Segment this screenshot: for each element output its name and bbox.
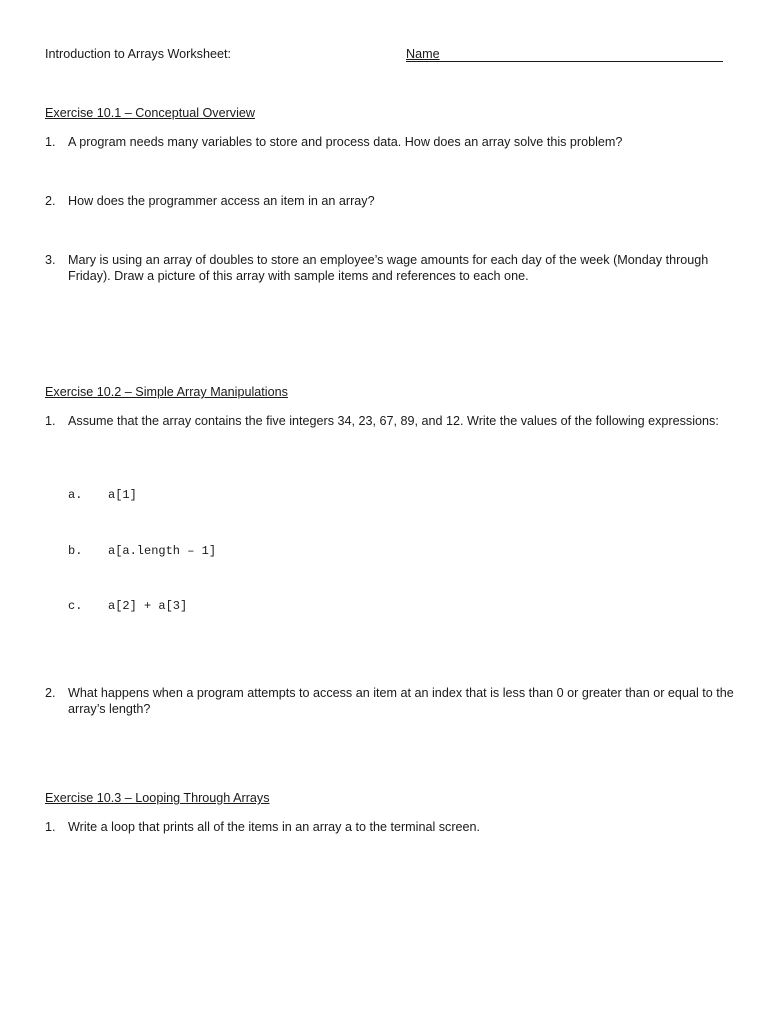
subitem-letter: c. xyxy=(68,599,83,613)
question-number: 3. xyxy=(45,253,56,267)
ex1-question-2 xyxy=(45,193,735,209)
exercise-10-1-heading: Exercise 10.1 – Conceptual Overview xyxy=(45,106,255,120)
question-number: 2. xyxy=(45,686,56,700)
ex1-question-1 xyxy=(45,134,735,150)
question-text: Assume that the array contains the five integers 34, 23, 67, 89, and 12. Write the values of the following expressions: xyxy=(68,414,719,428)
question-text: Mary is using an array of doubles to store an employee’s wage amounts for each day of the week (Monday through Friday). Draw a picture of this array with sample items and references to each one. xyxy=(68,253,709,283)
question-text: A program needs many variables to store and process data. How does an array solve this problem? xyxy=(68,135,623,149)
subitem-expression: a[2] + a[3] xyxy=(108,599,188,613)
subitem-expression: a[a.length – 1] xyxy=(108,544,217,558)
subitem-letter: b. xyxy=(68,544,83,558)
name-label: Name xyxy=(406,47,440,61)
subitem-expression: a[1] xyxy=(108,488,137,502)
worksheet-title: Introduction to Arrays Worksheet: xyxy=(45,47,231,61)
name-blank-line xyxy=(406,61,723,62)
question-number: 1. xyxy=(45,820,56,834)
subitem-letter: a. xyxy=(68,488,83,502)
question-number: 2. xyxy=(45,194,56,208)
question-number: 1. xyxy=(45,414,56,428)
ex3-question-1 xyxy=(45,819,735,835)
question-text: Write a loop that prints all of the items in an array a to the terminal screen. xyxy=(68,820,481,834)
exercise-10-2-heading: Exercise 10.2 – Simple Array Manipulations xyxy=(45,385,288,399)
ex2-question-1 xyxy=(45,413,735,429)
question-text: How does the programmer access an item in an array? xyxy=(68,194,375,208)
question-text: What happens when a program attempts to access an item at an index that is less than 0 or greater than or equal to the array’s length? xyxy=(68,686,734,716)
ex2-question-2 xyxy=(45,685,735,717)
question-number: 1. xyxy=(45,135,56,149)
exercise-10-3-heading: Exercise 10.3 – Looping Through Arrays xyxy=(45,791,270,805)
ex1-question-3 xyxy=(45,252,735,284)
